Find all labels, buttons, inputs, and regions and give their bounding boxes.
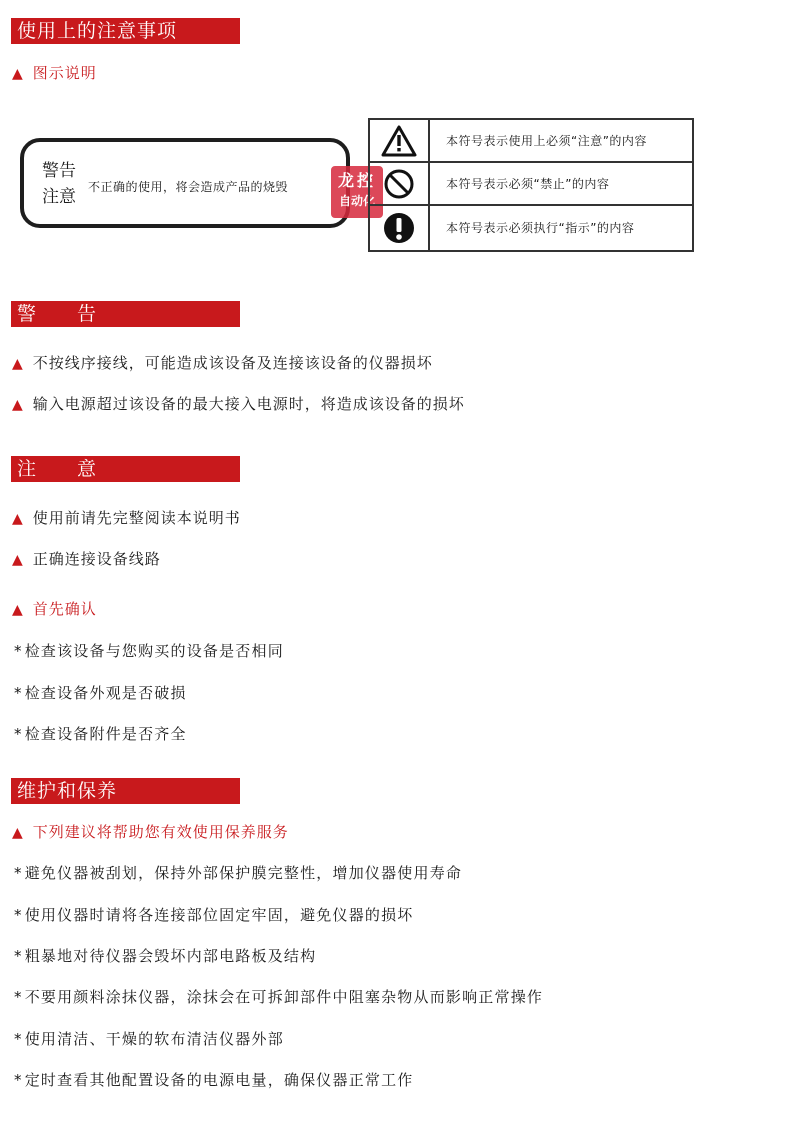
legend-heading-text: 图示说明 xyxy=(32,64,97,82)
caution-item-text: 正确连接设备线路 xyxy=(32,550,161,568)
first-check-heading xyxy=(12,599,97,620)
maintenance-item xyxy=(14,1070,414,1090)
section-title-maintenance: 维护和保养 xyxy=(11,778,240,804)
stamp-line1: 龙控 xyxy=(337,171,376,190)
check-item xyxy=(14,724,187,744)
box-label-warning: 警告 xyxy=(42,161,76,181)
warning-item-text: 输入电源超过该设备的最大接入电源时，将造成该设备的损坏 xyxy=(32,395,465,413)
star-bullet-icon: * xyxy=(14,988,23,1006)
maintenance-item-text: 粗暴地对待仪器会毁坏内部电路板及结构 xyxy=(24,947,317,965)
stamp-line2: 自动化 xyxy=(338,194,375,208)
symbol-legend-table xyxy=(368,118,694,252)
maintenance-item-text: 使用清洁、干燥的软布清洁仪器外部 xyxy=(24,1030,284,1048)
warning-triangle-icon xyxy=(370,120,430,161)
warning-item xyxy=(12,353,433,374)
symbol-text-prohibited: 本符号表示必须“禁止”的内容 xyxy=(446,177,610,191)
box-label-caution: 注意 xyxy=(42,187,76,207)
first-check-heading-text: 首先确认 xyxy=(32,600,97,618)
section-title-warning: 警 告 xyxy=(11,301,240,327)
symbol-text-mandatory: 本符号表示必须执行“指示”的内容 xyxy=(446,221,635,235)
maintenance-item xyxy=(14,1029,284,1049)
check-item-text: 检查设备附件是否齐全 xyxy=(24,725,187,743)
check-item-text: 检查设备外观是否破损 xyxy=(24,684,187,702)
symbol-row-caution xyxy=(370,120,692,163)
maintenance-heading-text: 下列建议将帮助您有效使用保养服务 xyxy=(32,823,289,841)
triangle-bullet-icon: ▲ xyxy=(12,552,23,568)
star-bullet-icon: * xyxy=(14,906,23,924)
check-item xyxy=(14,683,187,703)
maintenance-item xyxy=(14,987,543,1007)
maintenance-item xyxy=(14,946,316,966)
section-title-caution: 注 意 xyxy=(11,456,240,482)
box-description: 不正确的使用，将会造成产品的烧毁 xyxy=(88,180,289,194)
triangle-bullet-icon: ▲ xyxy=(12,602,23,618)
symbol-text-caution: 本符号表示使用上必须“注意”的内容 xyxy=(446,134,647,148)
maintenance-item-text: 不要用颜料涂抹仪器，涂抹会在可拆卸部件中阻塞杂物从而影响正常操作 xyxy=(24,988,544,1006)
symbol-row-prohibited xyxy=(370,163,692,206)
maintenance-item-text: 定时查看其他配置设备的电源电量，确保仪器正常工作 xyxy=(24,1071,414,1089)
warning-item xyxy=(12,394,465,415)
maintenance-item xyxy=(14,905,414,925)
triangle-bullet-icon: ▲ xyxy=(12,356,23,372)
section-title-usage-notes: 使用上的注意事项 xyxy=(11,18,240,44)
star-bullet-icon: * xyxy=(14,684,23,702)
caution-item-text: 使用前请先完整阅读本说明书 xyxy=(32,509,241,527)
star-bullet-icon: * xyxy=(14,642,23,660)
triangle-bullet-icon: ▲ xyxy=(12,397,23,413)
mandatory-exclamation-icon xyxy=(370,206,430,250)
star-bullet-icon: * xyxy=(14,864,23,882)
caution-item xyxy=(12,549,161,570)
star-bullet-icon: * xyxy=(14,725,23,743)
maintenance-item xyxy=(14,863,462,883)
maintenance-heading xyxy=(12,822,289,843)
maintenance-item-text: 避免仪器被刮划，保持外部保护膜完整性，增加仪器使用寿命 xyxy=(24,864,463,882)
symbol-row-mandatory xyxy=(370,206,692,250)
star-bullet-icon: * xyxy=(14,1071,23,1089)
star-bullet-icon: * xyxy=(14,1030,23,1048)
prohibition-icon xyxy=(370,163,430,204)
triangle-bullet-icon: ▲ xyxy=(12,825,23,841)
triangle-bullet-icon: ▲ xyxy=(12,66,23,82)
legend-heading xyxy=(12,63,97,84)
caution-item xyxy=(12,508,241,529)
maintenance-item-text: 使用仪器时请将各连接部位固定牢固，避免仪器的损坏 xyxy=(24,906,414,924)
check-item-text: 检查该设备与您购买的设备是否相同 xyxy=(24,642,284,660)
warning-item-text: 不按线序接线，可能造成该设备及连接该设备的仪器损坏 xyxy=(32,354,433,372)
triangle-bullet-icon: ▲ xyxy=(12,511,23,527)
check-item xyxy=(14,641,284,661)
warning-caution-box xyxy=(20,138,350,228)
star-bullet-icon: * xyxy=(14,947,23,965)
